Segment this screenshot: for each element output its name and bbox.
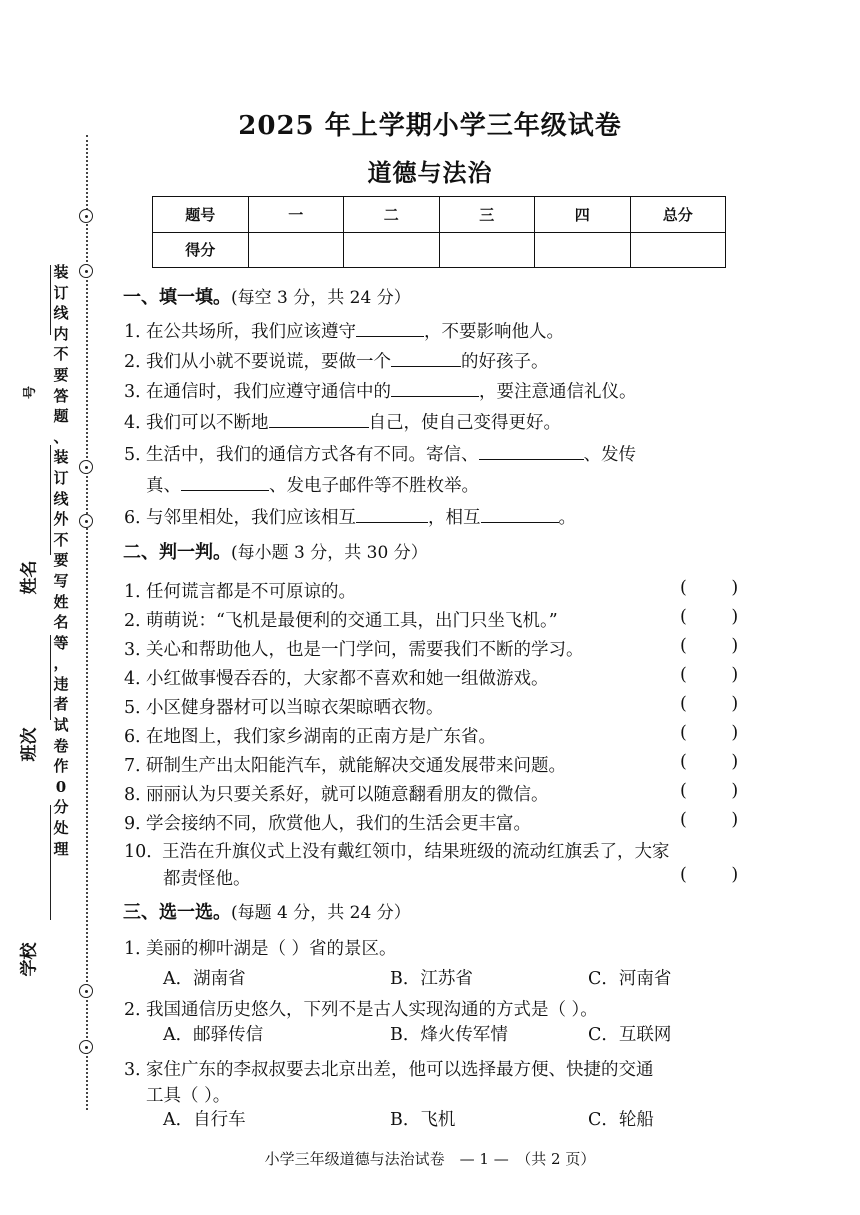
binding-instruction-char: 作 — [53, 757, 69, 776]
binding-instruction-char: 要 — [53, 551, 69, 570]
question-number: 2． — [124, 611, 153, 631]
score-table-score-row — [153, 232, 726, 268]
question-number: 6． — [124, 508, 153, 528]
question-text: 任何谎言都是不可原谅的。 — [146, 582, 356, 602]
answer-blank[interactable] — [181, 474, 269, 491]
fill-question — [124, 409, 561, 434]
fill-question — [124, 348, 549, 373]
answer-blank[interactable] — [269, 411, 369, 428]
fill-question-continued — [146, 472, 479, 497]
score-row-label: 得分 — [153, 232, 249, 268]
question-number: 4． — [124, 669, 153, 689]
binding-instruction-char: 不 — [53, 530, 69, 549]
question-number: 2． — [124, 1000, 153, 1020]
score-header-cell: 二 — [344, 197, 440, 233]
choice-option[interactable]: C．轮船 — [588, 1110, 654, 1130]
score-cell[interactable] — [344, 232, 440, 268]
question-text: 研制生产出太阳能汽车，就能解决交通发展带来问题。 — [146, 756, 566, 776]
answer-blank[interactable] — [356, 506, 428, 523]
question-text: 在地图上，我们家乡湖南的正南方是广东省。 — [146, 727, 496, 747]
question-text: 真、 — [146, 476, 181, 496]
judge-question — [124, 752, 566, 777]
judge-question — [124, 607, 558, 632]
question-text: 生活中，我们的通信方式各有不同。寄信、 — [146, 445, 479, 465]
score-table-header-row — [153, 197, 726, 233]
choice-question — [124, 935, 397, 960]
school-line — [50, 805, 51, 920]
question-text: 与邻里相处，我们应该相互 — [146, 508, 356, 528]
exam-subject: 道德与法治 — [367, 158, 493, 187]
judge-question-continued: 都责怪他。 — [163, 869, 251, 889]
fill-question — [124, 504, 576, 529]
section1-note: (每空 3 分，共 24 分） — [231, 288, 411, 308]
question-number: 9． — [124, 814, 153, 834]
choice-option[interactable]: B．江苏省 — [390, 969, 473, 989]
question-text: 自己，使自己变得更好。 — [368, 413, 561, 433]
name-line — [50, 445, 51, 555]
score-cell[interactable] — [535, 232, 631, 268]
binding-instruction-char: 不 — [53, 345, 69, 364]
question-text: 的好孩子。 — [461, 352, 549, 372]
binding-instruction-char: 装 — [53, 263, 69, 281]
question-number: 8． — [124, 785, 153, 805]
binding-instruction — [53, 262, 69, 859]
fill-question — [124, 378, 637, 403]
judge-question — [124, 723, 496, 748]
question-text: 关心和帮助他人，也是一门学问，需要我们不断的学习。 — [146, 640, 584, 660]
judge-answer-box[interactable]: ( ) — [680, 723, 739, 743]
question-number: 10． — [124, 842, 164, 862]
judge-answer-box[interactable]: ( ) — [680, 781, 739, 801]
binding-instruction-char: 写 — [53, 571, 69, 590]
binding-hole — [79, 264, 93, 278]
judge-answer-box[interactable]: ( ) — [680, 694, 739, 714]
question-number: 3． — [124, 1060, 153, 1080]
choice-option[interactable]: A．邮驿传信 — [163, 1025, 264, 1045]
binding-dotted-line — [86, 135, 88, 1110]
choice-option[interactable]: A．湖南省 — [163, 969, 246, 989]
section2-title: 二、判一判。 — [123, 542, 231, 563]
choice-question — [124, 996, 598, 1021]
judge-question — [124, 636, 584, 661]
binding-instruction-char: 线 — [53, 304, 69, 323]
binding-instruction-char: 者 — [53, 695, 69, 714]
judge-answer-box[interactable]: ( ) — [680, 578, 739, 598]
score-cell[interactable] — [248, 232, 344, 268]
binding-instruction-char: 答 — [53, 386, 69, 405]
binding-hole — [79, 460, 93, 474]
binding-instruction-char: 违 — [53, 674, 69, 693]
score-table — [152, 196, 726, 268]
choice-question — [124, 1056, 654, 1081]
binding-instruction-char: 线 — [53, 489, 69, 508]
question-number: 2． — [124, 352, 153, 372]
question-text: 王浩在升旗仪式上没有戴红领巾，结果班级的流动红旗丢了，大家 — [162, 842, 670, 862]
binding-instruction-char: 订 — [53, 468, 69, 487]
question-text: 美丽的柳叶湖是（ ）省的景区。 — [146, 939, 397, 959]
answer-blank[interactable] — [391, 350, 461, 367]
section2-note: (每小题 3 分，共 30 分） — [231, 543, 428, 563]
binding-hole — [79, 1040, 93, 1054]
judge-question — [124, 781, 549, 806]
section2-heading — [123, 538, 428, 564]
question-text: 萌萌说：“飞机是最便利的交通工具，出门只坐飞机。” — [146, 611, 558, 631]
score-header-cell: 三 — [439, 197, 535, 233]
score-header-cell: 四 — [535, 197, 631, 233]
judge-question — [124, 665, 549, 690]
choice-option[interactable]: B．烽火传军情 — [390, 1025, 508, 1045]
choice-question-continued: 工具（ ）。 — [146, 1086, 231, 1106]
binding-instruction-char: 分 — [53, 798, 69, 817]
section1-title: 一、填一填。 — [123, 287, 231, 308]
question-number: 3． — [124, 382, 153, 402]
question-number: 5． — [124, 698, 153, 718]
question-text: 丽丽认为只要关系好，就可以随意翻看朋友的微信。 — [146, 785, 549, 805]
question-text: 学会接纳不同，欣赏他人，我们的生活会更丰富。 — [146, 814, 531, 834]
choice-option[interactable]: C．互联网 — [588, 1025, 672, 1045]
question-number: 1． — [124, 582, 153, 602]
binding-instruction-char: 等 — [53, 633, 69, 652]
exam-title: 2025 年上学期小学三年级试卷 — [238, 111, 622, 141]
answer-blank[interactable] — [479, 443, 584, 460]
page-footer: 小学三年级道德与法治试卷 — 1 — （共 2 页） — [264, 1150, 596, 1168]
question-text: 在公共场所，我们应该遵守 — [146, 322, 356, 342]
binding-instruction-char: 、 — [53, 427, 69, 446]
binding-instruction-char: 姓 — [53, 592, 69, 611]
judge-answer-box[interactable]: ( ) — [680, 752, 739, 772]
question-text: 、发电子邮件等不胜枚举。 — [269, 476, 479, 496]
section3-title: 三、选一选。 — [123, 902, 231, 923]
question-text: 小区健身器材可以当晾衣架晾晒衣物。 — [146, 698, 444, 718]
question-text: 。 — [558, 508, 576, 528]
judge-answer-box[interactable]: ( ) — [680, 607, 739, 627]
answer-blank[interactable] — [356, 320, 424, 337]
fill-question — [124, 318, 564, 343]
binding-hole — [79, 209, 93, 223]
question-number: 1． — [124, 322, 153, 342]
binding-instruction-char: 卷 — [53, 736, 69, 755]
judge-question — [124, 838, 670, 863]
question-number: 7． — [124, 756, 153, 776]
binding-instruction-char: 处 — [53, 819, 69, 838]
binding-instruction-char: 订 — [53, 283, 69, 302]
question-number: 1． — [124, 939, 153, 959]
binding-hole — [79, 984, 93, 998]
binding-instruction-char: 要 — [53, 365, 69, 384]
choice-option[interactable]: B．飞机 — [390, 1110, 456, 1130]
judge-answer-box[interactable]: ( ) — [680, 636, 739, 656]
judge-question — [124, 578, 356, 603]
number-field-label: 号 — [23, 385, 39, 400]
binding-instruction-char: 装 — [53, 448, 69, 467]
question-text: 我国通信历史悠久，下列不是古人实现沟通的方式是（ ）。 — [146, 1000, 598, 1020]
answer-blank[interactable] — [391, 380, 479, 397]
class-line — [50, 635, 51, 720]
question-text: 我们从小就不要说谎，要做一个 — [146, 352, 391, 372]
binding-instruction-char: 试 — [53, 716, 69, 735]
judge-question — [124, 810, 531, 835]
choice-option[interactable]: C．河南省 — [588, 969, 672, 989]
question-text: ，要注意通信礼仪。 — [479, 382, 637, 402]
section3-note: (每题 4 分，共 24 分） — [231, 903, 411, 923]
score-cell[interactable] — [439, 232, 535, 268]
number-line — [50, 265, 51, 335]
binding-instruction-char: ， — [53, 654, 69, 673]
binding-instruction-char: 名 — [53, 613, 69, 632]
judge-answer-box[interactable]: ( ) — [680, 665, 739, 685]
name-field-label: 姓名 — [19, 560, 40, 595]
class-field-label: 班次 — [19, 727, 40, 762]
question-text: ，不要影响他人。 — [424, 322, 564, 342]
fill-question — [124, 441, 636, 466]
judge-question — [124, 694, 444, 719]
score-header-cell: 总分 — [630, 197, 726, 233]
school-field-label: 学校 — [19, 942, 40, 977]
binding-hole — [79, 514, 93, 528]
binding-instruction-char: 外 — [53, 510, 69, 529]
question-number: 6． — [124, 727, 153, 747]
binding-instruction-char: 0 — [55, 777, 67, 796]
section3-heading — [123, 898, 411, 924]
judge-answer-box[interactable]: ( ) — [680, 810, 739, 830]
choice-option[interactable]: A．自行车 — [163, 1110, 246, 1130]
answer-blank[interactable] — [481, 506, 559, 523]
binding-instruction-char: 内 — [53, 324, 69, 343]
question-text: 家住广东的李叔叔要去北京出差，他可以选择最方便、快捷的交通 — [146, 1060, 654, 1080]
binding-instruction-char: 理 — [53, 839, 69, 858]
score-header-cell: 题号 — [153, 197, 249, 233]
score-header-cell: 一 — [248, 197, 344, 233]
binding-instruction-char: 题 — [53, 407, 69, 426]
question-text: 我们可以不断地 — [146, 413, 269, 433]
judge-answer-box[interactable]: ( ) — [680, 865, 739, 885]
question-text: 在通信时，我们应遵守通信中的 — [146, 382, 391, 402]
question-text: ，相互 — [428, 508, 481, 528]
question-text: 小红做事慢吞吞的，大家都不喜欢和她一组做游戏。 — [146, 669, 549, 689]
question-number: 4． — [124, 413, 153, 433]
question-text: 、发传 — [583, 445, 636, 465]
section1-heading — [123, 283, 411, 309]
question-number: 5． — [124, 445, 153, 465]
question-number: 3． — [124, 640, 153, 660]
score-cell[interactable] — [630, 232, 726, 268]
